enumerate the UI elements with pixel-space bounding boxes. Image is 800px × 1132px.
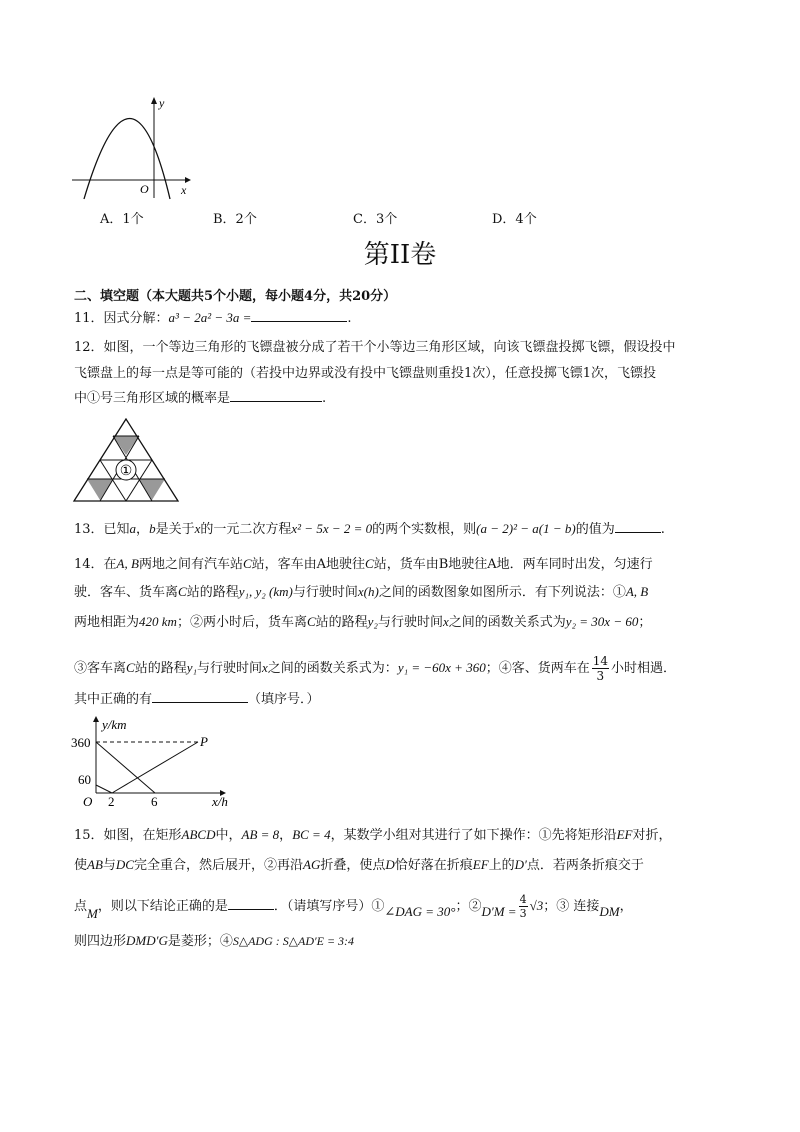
q14-var-c: C — [126, 660, 135, 675]
q14-text: 之间的函数关系式为 — [448, 615, 566, 630]
distance-time-graph — [68, 714, 238, 812]
q15-var-dprime: D′ — [514, 857, 527, 872]
question-11 — [74, 306, 734, 331]
q14-formula-y2: y₂ = 30x − 60 — [565, 614, 639, 629]
q14-text: 小时相遇． — [611, 661, 677, 676]
q13-text: 13．已知 — [74, 522, 130, 537]
q15-text: 对折， — [632, 828, 672, 843]
point-p-label: P — [200, 734, 208, 749]
q14-var-y1: y₁ — [186, 660, 197, 675]
section-title: 二、填空题（本大题共5个小题，每小题4分，共20分） — [74, 289, 397, 304]
q14-text: 之间的函数关系式为： — [267, 661, 398, 676]
region-1-label: ① — [119, 464, 133, 479]
y-axis-arrow-icon — [93, 716, 99, 722]
q14-text: 其中正确的有 — [74, 692, 153, 707]
q12-line-3 — [74, 387, 734, 411]
q15-text: 上的 — [488, 858, 515, 873]
q12-line-2: 飞镖盘上的每一点是等可能的（若投中边界或没有投中飞镖盘则重投1次），任意投掷飞镖1次，飞镖投 — [74, 366, 657, 381]
q13-text: ， — [136, 522, 150, 537]
q15-text: ，某数学小组对其进行了如下操作：①先将矩形沿 — [330, 828, 617, 843]
q14-var-ab: A, B — [116, 556, 139, 571]
option-b: B．2个 — [213, 212, 257, 227]
shaded-triangle-bottom-left — [87, 479, 113, 500]
q15-text: 点 — [74, 899, 88, 914]
q15-rect-abcd: ABCD — [181, 827, 216, 842]
y-axis-label: y/km — [102, 717, 127, 732]
q14-text: 之间的函数图象如图所示．有下列说法：① — [378, 585, 626, 600]
origin-label: O — [140, 182, 149, 196]
q14-text: ③客车离 — [74, 661, 127, 676]
q15-text: ， — [279, 828, 293, 843]
q13-equation: x² − 5x − 2 = 0 — [291, 521, 373, 536]
q15-sqrt3: √3 — [529, 898, 544, 913]
q15-area-ratio: S△ADG : S△AD′E = 3:4 — [232, 934, 355, 948]
q15-text: 15．如图，在矩形 — [74, 828, 182, 843]
q12-line-3-text: 中①号三角形区域的概率是 — [74, 391, 231, 406]
q15-text: 点．若两条折痕交于 — [526, 858, 644, 873]
option-d: D．4个 — [492, 212, 537, 227]
origin-label: O — [83, 794, 93, 809]
q14-line-2 — [74, 580, 734, 605]
q13-text: 的一元二次方程 — [200, 522, 292, 537]
q14-text: 两地之间有汽车站 — [138, 557, 243, 572]
shaded-triangle-bottom-right — [139, 479, 165, 500]
q15-text: 折叠，使点 — [320, 858, 386, 873]
q14-var-y1y2: y₁, y₂ (km) — [238, 584, 293, 599]
shaded-triangle-top — [113, 436, 139, 455]
q14-text: 站，货车由B地驶往A地．两车同时出发，匀速行 — [373, 557, 653, 572]
q13-suffix: . — [660, 522, 665, 537]
q12-line-1: 12．如图，一个等边三角形的飞镖盘被分成了若干个小等边三角形区域，向该飞镖盘投掷飞镖，假设投中 — [74, 340, 676, 355]
fraction-denominator: 3 — [519, 907, 527, 920]
q15-text: 与 — [102, 858, 116, 873]
q13-var-x: x — [194, 521, 201, 536]
y-axis-arrow-icon — [151, 97, 157, 104]
q15-var-dc: DC — [115, 857, 134, 872]
q14-formula-y1: y₁ = −60x + 360 — [397, 660, 486, 675]
q11-expression: a³ − 2a² − 3a = — [168, 310, 252, 325]
q11-suffix: . — [347, 311, 352, 326]
q15-var-dm: DM — [599, 904, 620, 919]
q15-var-m: M — [87, 906, 98, 921]
parabola-graph — [70, 96, 195, 200]
q15-line-3 — [74, 893, 734, 920]
q14-text: 与行驶时间 — [377, 615, 443, 630]
q15-quad-dmdg: DMD′G — [126, 933, 168, 948]
q14-text: 14．在 — [74, 557, 117, 572]
q13-expression: (a − 2)² − a(1 − b) — [476, 521, 576, 536]
q14-text: 站的路程 — [134, 661, 187, 676]
q15-text: ， — [619, 899, 633, 914]
q15-text: ．（请填写序号）① — [273, 899, 385, 914]
q12-answer-blank[interactable] — [230, 387, 322, 402]
q14-answer-blank[interactable] — [152, 688, 248, 703]
q14-fraction — [592, 654, 609, 683]
fraction-numerator: 14 — [592, 654, 608, 668]
q15-var-ab: AB — [87, 857, 103, 872]
volume-title: 第II卷 — [363, 240, 437, 270]
q15-var-ef: EF — [472, 857, 489, 872]
q14-text: ；②两小时后，货车离 — [176, 615, 307, 630]
q13-text: 的两个实数根，则 — [372, 522, 477, 537]
q14-var-ab: A, B — [625, 584, 649, 599]
q15-text: ；③ 连接 — [543, 899, 600, 914]
q15-text: 恰好落在折痕 — [394, 858, 473, 873]
q15-text: ，则以下结论正确的是 — [97, 899, 228, 914]
y-tick-360: 360 — [71, 735, 91, 750]
q15-text: 完全重合，然后展开，②再沿 — [133, 858, 303, 873]
q15-text: ；② — [455, 899, 482, 914]
q13-text: 是关于 — [155, 522, 195, 537]
x-axis-label: x/h — [212, 794, 228, 809]
q14-line-1 — [74, 552, 734, 577]
q11-answer-blank[interactable] — [251, 307, 347, 322]
q15-text: 则四边形 — [74, 934, 127, 949]
q14-line-4: ③客车离C站的路程y₁与行驶时间x之间的函数关系式为：y₁ = −60x + 360；④客、货两车在 $\frac{14}{3}$ 小时相遇． — [74, 654, 677, 683]
fraction-numerator: 4 — [519, 893, 527, 906]
x-tick-6: 6 — [151, 794, 158, 809]
fraction-denominator: 3 — [596, 669, 605, 683]
q14-var-c: C — [365, 556, 374, 571]
q14-text: 与行驶时间 — [292, 585, 358, 600]
x-tick-2: 2 — [108, 794, 115, 809]
q14-var-c: C — [306, 614, 316, 629]
q14-var-c: C — [178, 584, 187, 599]
option-c: C．3个 — [353, 212, 398, 227]
q14-text: ；④客、货两车在 — [485, 661, 590, 676]
q15-var-d: D — [385, 857, 395, 872]
q14-text: 两地相距为 — [74, 615, 140, 630]
q14-text: 驶．客车、货车离 — [74, 585, 179, 600]
q14-text: 站，客车由A地驶往 — [251, 557, 366, 572]
q15-var-ef: EF — [616, 827, 633, 842]
q14-text: 站的路程 — [186, 585, 239, 600]
q15-text: 是菱形；④ — [167, 934, 233, 949]
q15-angle: ∠DAG = 30° — [384, 904, 456, 919]
q14-line-5 — [74, 688, 734, 712]
q13-answer-blank[interactable] — [615, 518, 661, 533]
q15-ab-length: AB = 8 — [241, 827, 280, 842]
option-a: A．1个 — [100, 212, 144, 227]
q14-text: ； — [638, 615, 652, 630]
q14-distance: 420 km — [139, 614, 177, 629]
parabola-curve — [84, 119, 170, 200]
question-13 — [74, 517, 734, 542]
q15-line-4 — [74, 929, 734, 954]
q14-text: （填序号．） — [248, 692, 320, 707]
q11-prefix: 11．因式分解： — [74, 311, 169, 326]
q15-line-1 — [74, 823, 734, 848]
q15-fraction — [519, 893, 528, 920]
q14-var-y2: y₂ — [367, 614, 378, 629]
q15-answer-blank[interactable] — [228, 895, 274, 910]
q15-text: 使 — [74, 858, 88, 873]
q15-line-2 — [74, 853, 734, 878]
q14-var-xh: x(h) — [357, 584, 379, 599]
q15-var-ag: AG — [303, 857, 321, 872]
y-tick-60: 60 — [78, 772, 91, 787]
q14-var-c: C — [242, 556, 252, 571]
q13-text: 的值为 — [575, 522, 615, 537]
y-axis-label: y — [159, 96, 165, 110]
x-axis-label: x — [181, 183, 187, 197]
q14-line-3: 两地相距为420 km；②两小时后，货车离C站的路程y₂与行驶时间x之间的函数关系式为y₂ = 30x − 60； — [74, 614, 652, 630]
q15-dm-length: D′M = — [481, 904, 517, 919]
q13-var-b: b — [149, 521, 156, 536]
q14-text: 站的路程 — [315, 615, 368, 630]
dartboard-triangle — [72, 418, 180, 504]
q13-var-a: a — [129, 521, 137, 536]
line-y2-segment-1 — [96, 785, 112, 793]
q15-text: 中， — [215, 828, 242, 843]
q12-suffix: . — [322, 391, 327, 406]
q15-bc-length: BC = 4 — [292, 827, 331, 842]
q14-text: 与行驶时间 — [197, 661, 263, 676]
